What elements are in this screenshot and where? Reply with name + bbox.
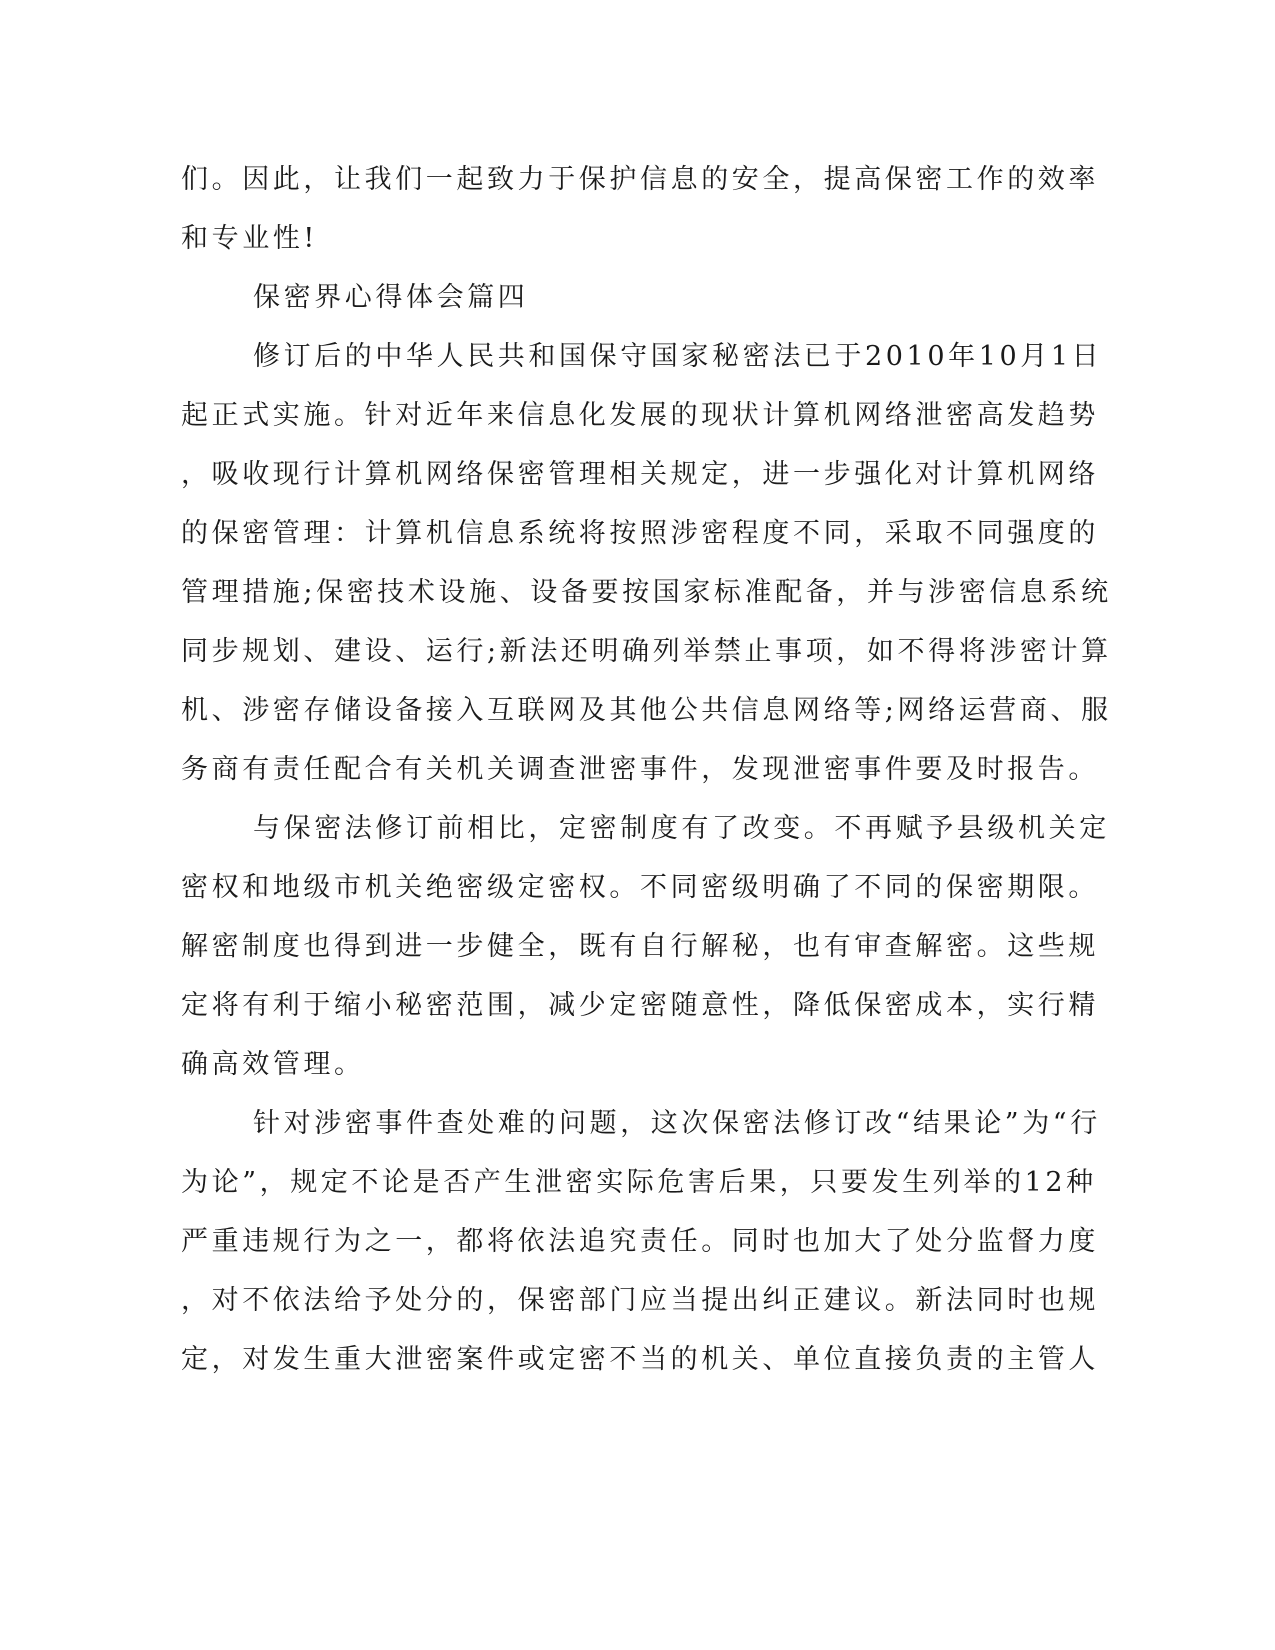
text-line-10: 机、涉密存储设备接入互联网及其他公共信息网络等;网络运营商、服 [181,695,1112,726]
text-line-2: 和专业性! [181,223,318,254]
text-line-21: 定，对发生重大泄密案件或定密不当的机关、单位直接负责的主管人 [181,1344,1099,1375]
text-line-17: 针对涉密事件查处难的问题，这次保密法修订改“结果论”为“行 [253,1108,1101,1139]
text-line-12: 与保密法修订前相比，定密制度有了改变。不再赋予县级机关定 [253,813,1110,844]
text-line-9: 同步规划、建设、运行;新法还明确列举禁止事项，如不得将涉密计算 [181,636,1112,667]
text-line-11: 务商有责任配合有关机关调查泄密事件，发现泄密事件要及时报告。 [181,754,1099,785]
text-line-13: 密权和地级市机关绝密级定密权。不同密级明确了不同的保密期限。 [181,872,1099,903]
text-line-20: ，对不依法给予处分的，保密部门应当提出纠正建议。新法同时也规 [181,1285,1099,1316]
text-line-8: 管理措施;保密技术设施、设备要按国家标准配备，并与涉密信息系统 [181,577,1112,608]
text-line-6: ，吸收现行计算机网络保密管理相关规定，进一步强化对计算机网络 [181,459,1099,490]
text-line-4: 修订后的中华人民共和国保守国家秘密法已于2010年10月1日 [253,341,1103,372]
text-line-5: 起正式实施。针对近年来信息化发展的现状计算机网络泄密高发趋势 [181,400,1099,431]
text-line-7: 的保密管理：计算机信息系统将按照涉密程度不同，采取不同强度的 [181,518,1099,549]
text-line-14: 解密制度也得到进一步健全，既有自行解秘，也有审查解密。这些规 [181,931,1099,962]
text-line-18: 为论”，规定不论是否产生泄密实际危害后果，只要发生列举的12种 [181,1167,1097,1198]
text-line-16: 确高效管理。 [181,1049,365,1080]
text-line-1: 们。因此，让我们一起致力于保护信息的安全，提高保密工作的效率 [181,164,1099,195]
section-heading: 保密界心得体会篇四 [253,282,529,313]
text-line-15: 定将有利于缩小秘密范围，减少定密随意性，降低保密成本，实行精 [181,990,1099,1021]
text-line-19: 严重违规行为之一，都将依法追究责任。同时也加大了处分监督力度 [181,1226,1099,1257]
